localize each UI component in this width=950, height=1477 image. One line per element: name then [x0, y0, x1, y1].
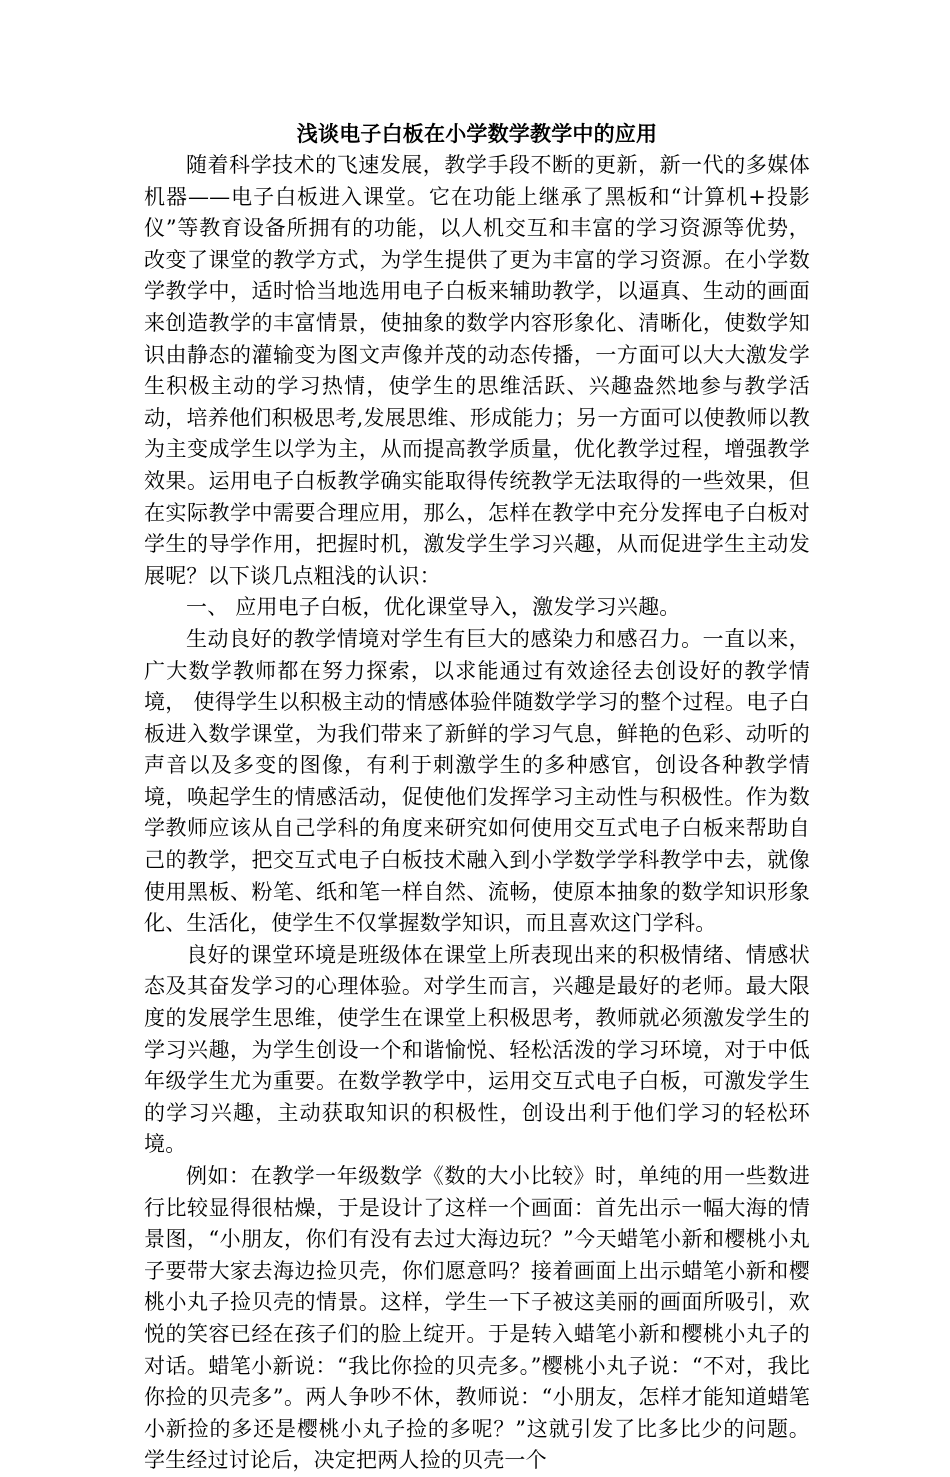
section-heading-1: 一、 应用电子白板，优化课堂导入，激发学习兴趣。: [186, 595, 681, 620]
document-title: 浅谈电子白板在小学数学教学中的应用: [296, 121, 658, 146]
paragraph-environment: 良好的课堂环境是班级体在课堂上所表现出来的积极情绪、情感状态及其奋发学习的心理体验。对学生而言，兴趣是最好的老师。最大限度的发展学生思维，使学生在课堂上积极思考，教师就必须激发学生的学习兴趣，为学生创设一个和谐愉悦、轻松活泼的学习环境，对于中低年级学生尤为重要。在数学教学中，运用交互式电子白板，可激发学生的学习兴趣，主动获取知识的积极性，创设出利于他们学习的轻松环境。: [144, 942, 810, 1157]
paragraph-situation: 生动良好的教学情境对学生有巨大的感染力和感召力。一直以来，广大数学教师都在努力探索，以求能通过有效途径去创设好的教学情境， 使得学生以积极主动的情感体验伴随数学学习的整个过程。电子白板进入数学课堂，为我们带来了新鲜的学习气息，鲜艳的色彩、动听的声音以及多变的图像，有利于刺激学生的多种感官，创设各种教学情境，唤起学生的情感活动，促使他们发挥学习主动性与积极性。作为数学教师应该从自己学科的角度来研究如何使用交互式电子白板来帮助自己的教学，把交互式电子白板技术融入到小学数学学科教学中去，就像使用黑板、粉笔、纸和笔一样自然、流畅，使原本抽象的数学知识形象化、生活化，使学生不仅掌握数学知识，而且喜欢这门学科。: [144, 626, 810, 936]
paragraph-example: 例如：在教学一年级数学《数的大小比较》时，单纯的用一些数进行比较显得很枯燥，于是设计了这样一个画面：首先出示一幅大海的情景图，“小朋友，你们有没有去过大海边玩？”今天蜡笔小新和樱桃小丸子要带大家去海边捡贝壳，你们愿意吗？接着画面上出示蜡笔小新和樱桃小丸子捡贝壳的情景。这样，学生一下子被这美丽的画面所吸引，欢悦的笑容已经在孩子们的脸上绽开。于是转入蜡笔小新和樱桃小丸子的对话。蜡笔小新说：“我比你捡的贝壳多。”樱桃小丸子说：“不对，我比你捡的贝壳多”。两人争吵不休，教师说：“小朋友，怎样才能知道蜡笔小新捡的多还是樱桃小丸子捡的多呢？”这就引发了比多比少的问题。学生经过讨论后，决定把两人捡的贝壳一个: [144, 1164, 810, 1473]
paragraph-intro: 随着科学技术的飞速发展，教学手段不断的更新，新一代的多媒体机器——电子白板进入课堂。它在功能上继承了黑板和“计算机+投影仪”等教育设备所拥有的功能，以人机交互和丰富的学习资源等优势，改变了课堂的教学方式，为学生提供了更为丰富的学习资源。在小学数学教学中，适时恰当地选用电子白板来辅助教学，以逼真、生动的画面来创造教学的丰富情景，使抽象的数学内容形象化、清晰化，使数学知识由静态的灌输变为图文声像并茂的动态传播，一方面可以大大激发学生积极主动的学习热情，使学生的思维活跃、兴趣盎然地参与教学活动，培养他们积极思考,发展思维、形成能力；另一方面可以使教师以教为主变成学生以学为主，从而提高教学质量，优化教学过程，增强教学效果。运用电子白板教学确实能取得传统教学无法取得的一些效果，但在实际教学中需要合理应用，那么，怎样在教学中充分发挥电子白板对学生的导学作用，把握时机，激发学生学习兴趣，从而促进学生主动发展呢？以下谈几点粗浅的认识：: [144, 153, 810, 588]
document-page: [144, 118, 810, 1477]
